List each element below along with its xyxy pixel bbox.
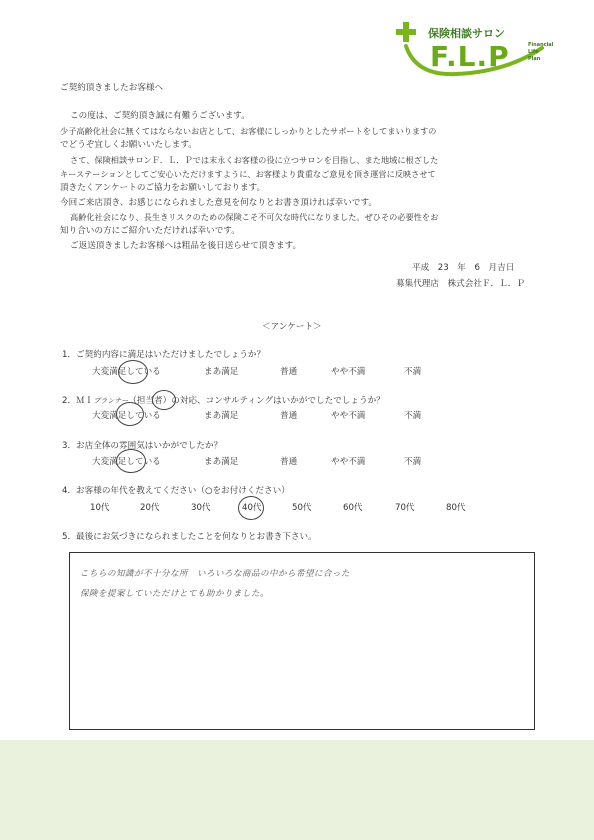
q4-option-60s[interactable]: 60代 xyxy=(343,503,363,513)
right-margin-strip xyxy=(578,0,594,740)
q4-option-20s[interactable]: 20代 xyxy=(140,503,160,513)
letter-line: でどうぞ宜しくお願いいたします。 xyxy=(60,140,197,150)
q1-selection-circle xyxy=(118,360,148,384)
bottom-band xyxy=(0,740,594,840)
q3-selection-circle xyxy=(116,449,146,473)
letter-line: 今回ご来店頂き、お感じになられました意見を何なりとお書き頂ければ幸いです。 xyxy=(60,198,377,208)
q3-question: 3．お店全体の雰囲気はいかがでしたか？ xyxy=(62,441,223,451)
q3-option-somewhat-dissatisfied[interactable]: やや不満 xyxy=(331,457,366,467)
q4-option-70s[interactable]: 70代 xyxy=(395,503,415,513)
plus-icon xyxy=(396,22,416,42)
q1-question: 1．ご契約内容に満足はいただけましたでしょうか？ xyxy=(62,350,266,360)
letter-line: この度は、ご契約頂き誠に有難うございます。 xyxy=(70,111,250,121)
q2-handwritten-circle xyxy=(152,390,176,410)
q4-option-30s[interactable]: 30代 xyxy=(191,503,211,513)
letter-line: 頂きたくアンケートのご協力をお願いしております。 xyxy=(60,183,266,193)
q4-option-80s[interactable]: 80代 xyxy=(446,503,466,513)
q2-question-prefix: 2．ＭＩ xyxy=(62,396,94,406)
q1-option-neutral[interactable]: 普通 xyxy=(280,367,298,377)
q2-question xyxy=(62,395,385,407)
q1-option-very-satisfied[interactable]: 大変満足している xyxy=(92,367,161,377)
letter-greeting: ご契約頂きましたお客様へ xyxy=(60,83,164,93)
q4-option-50s[interactable]: 50代 xyxy=(292,503,312,513)
q3-option-somewhat-satisfied[interactable]: まあ満足 xyxy=(204,457,239,467)
logo-tagline xyxy=(528,42,558,63)
q1-option-somewhat-dissatisfied[interactable]: やや不満 xyxy=(331,367,366,377)
q2-option-somewhat-satisfied[interactable]: まあ満足 xyxy=(204,411,239,421)
letter-line: さて、保険相談サロンＦ．Ｌ．Ｐでは末永くお客様の役に立つサロンを目指し、また地域に根ざした xyxy=(70,155,439,165)
survey-heading: ＜アンケート＞ xyxy=(262,322,322,332)
q5-answer-line: 保険を提案していただけとても助かりました。 xyxy=(80,589,270,599)
q3-option-very-satisfied[interactable]: 大変満足している xyxy=(92,457,161,467)
q4-question: 4．お客様の年代を教えてください（○をお付けください） xyxy=(62,486,290,496)
letter-line: ご返送頂きましたお客様へは粗品を後日送らせて頂きます。 xyxy=(70,241,302,251)
letter-line: 知り合いの方にご紹介いただければ幸いです。 xyxy=(60,226,240,236)
flp-logo xyxy=(396,22,556,84)
q3-option-dissatisfied[interactable]: 不満 xyxy=(404,457,422,467)
q1-option-somewhat-satisfied[interactable]: まあ満足 xyxy=(204,367,239,377)
q5-answer-line: こちらの知識が不十分な所 いろいろな商品の中から希望に合った xyxy=(80,569,351,579)
q2-question-suffix: （担当者）の対応、コンサルティングはいかがでしたでしょうか？ xyxy=(128,396,385,406)
logo-tagline-3: Plan xyxy=(528,56,541,62)
letter-sender: 募集代理店 株式会社Ｆ．Ｌ．Ｐ xyxy=(396,279,525,289)
q5-question: 5．最後にお気づきになられましたことを何なりとお書き下さい。 xyxy=(62,532,317,542)
q2-question-handwritten: プランナー xyxy=(93,397,129,405)
q4-option-40s[interactable]: 40代 xyxy=(242,503,262,513)
q1-option-dissatisfied[interactable]: 不満 xyxy=(404,367,422,377)
letter-date: 平成 23 年 6 月吉日 xyxy=(412,263,515,273)
logo-salon-name: 保険相談サロン xyxy=(428,27,505,40)
q2-option-very-satisfied[interactable]: 大変満足している xyxy=(92,411,161,421)
letter-line: 少子高齢化社会に無くてはならないお店として、お客様にしっかりとしたサポートをしてまいりますの xyxy=(60,126,437,136)
q3-option-neutral[interactable]: 普通 xyxy=(280,457,298,467)
q4-option-10s[interactable]: 10代 xyxy=(90,503,110,513)
q2-option-neutral[interactable]: 普通 xyxy=(280,411,298,421)
q2-selection-circle xyxy=(116,402,144,426)
q4-selection-circle xyxy=(238,496,264,520)
letter-line: 高齢化社会になり、長生きリスクのための保険こそ不可欠な時代になりました。ぜひその必要性をお xyxy=(70,212,439,222)
logo-tagline-2: Life xyxy=(528,49,539,55)
q5-answer-box[interactable] xyxy=(69,552,535,730)
q2-option-somewhat-dissatisfied[interactable]: やや不満 xyxy=(331,411,366,421)
logo-brand: F.L.P xyxy=(430,40,510,73)
logo-tagline-1: Financial xyxy=(528,42,554,48)
letter-line: キーステーションとしてご安心いただけますように、お客様より貴重なご意見を頂き運営に反映させて xyxy=(60,169,436,179)
q2-option-dissatisfied[interactable]: 不満 xyxy=(404,411,422,421)
